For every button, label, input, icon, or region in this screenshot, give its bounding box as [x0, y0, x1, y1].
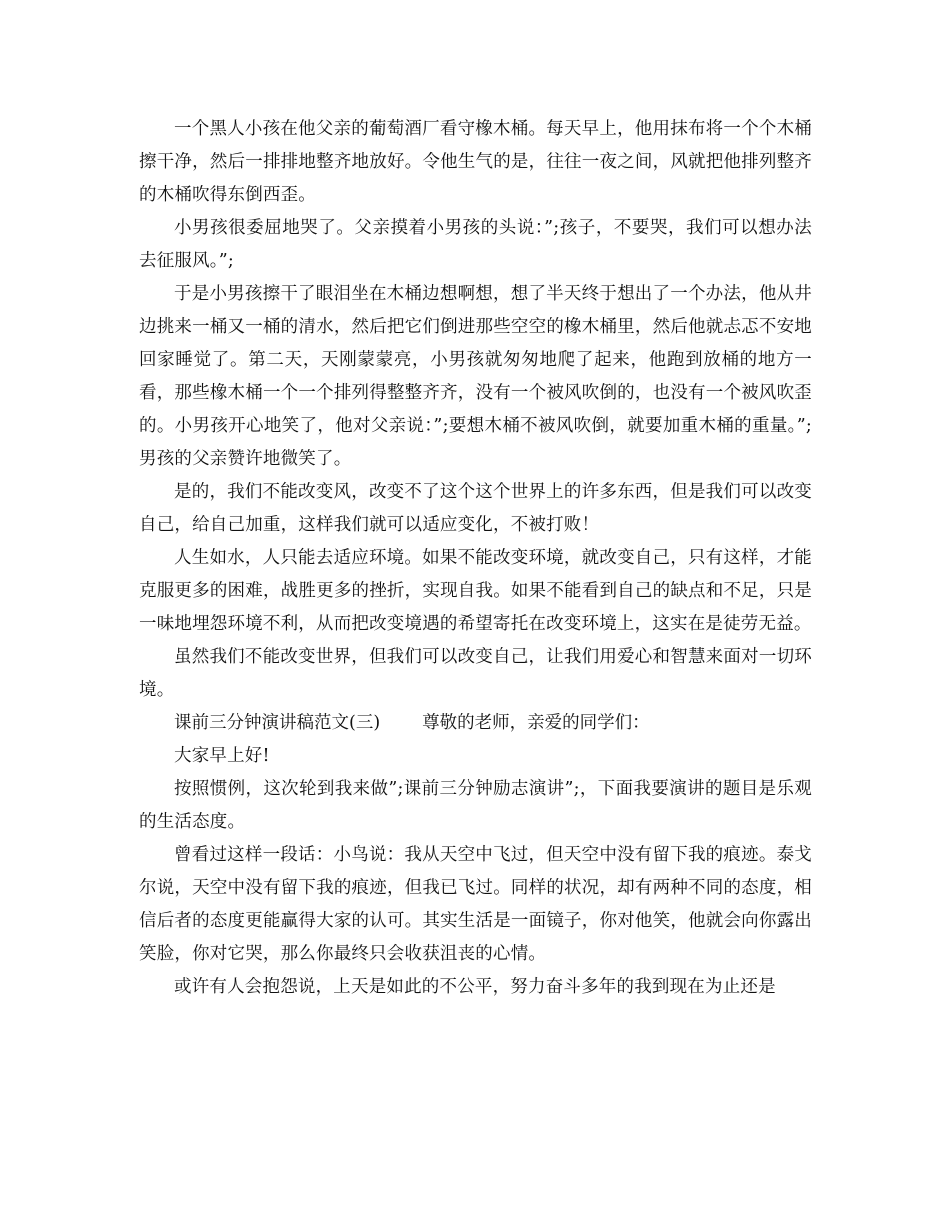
speech-heading — [139, 707, 812, 740]
speech-title: 课前三分钟演讲稿范文(三) — [174, 713, 381, 733]
paragraph-boy-solution: 于是小男孩擦干了眼泪坐在木桶边想啊想，想了半天终于想出了一个办法，他从井边挑来一桶又一桶的清水，然后把它们倒进那些空空的橡木桶里，然后他就忐忑不安地回家睡觉了。第二天，天刚蒙蒙亮，小男孩就匆匆地爬了起来，他跑到放桶的地方一看，那些橡木桶一个一个排列得整整齐齐，没有一个被风吹倒的，也没有一个被风吹歪的。小男孩开心地笑了，他对父亲说：”;要想木桶不被风吹倒，就要加重木桶的重量。”;男孩的父亲赞许地微笑了。 — [139, 284, 812, 469]
paragraph-face-environment: 虽然我们不能改变世界，但我们可以改变自己，让我们用爱心和智慧来面对一切环境。 — [139, 647, 812, 700]
paragraph-boy-cries: 小男孩很委屈地哭了。父亲摸着小男孩的头说：”;孩子，不要哭，我们可以想办法去征服风。”; — [139, 218, 812, 271]
paragraph-life-like-water: 人生如水，人只能去适应环境。如果不能改变环境，就改变自己，只有这样，才能克服更多的困难，战胜更多的挫折，实现自我。如果不能看到自己的缺点和不足，只是一味地埋怨环境不利，从而把改变境遇的希望寄托在改变环境上，这实在是徒劳无益。 — [139, 548, 812, 634]
paragraph-complaint: 或许有人会抱怨说，上天是如此的不公平，努力奋斗多年的我到现在为止还是 — [174, 977, 776, 997]
paragraph-barrel-story: 一个黑人小孩在他父亲的葡萄酒厂看守橡木桶。每天早上，他用抹布将一个个木桶擦干净，然后一排排地整齐地放好。令他生气的是，往往一夜之间，风就把他排列整齐的木桶吹得东倒西歪。 — [139, 119, 812, 205]
paragraph-change-self: 是的，我们不能改变风，改变不了这个这个世界上的许多东西，但是我们可以改变自己，给自己加重，这样我们就可以适应变化，不被打败！ — [139, 482, 812, 535]
paragraph-greeting: 大家早上好! — [174, 746, 270, 766]
document-page — [139, 113, 812, 1004]
speech-salutation: 尊敬的老师，亲爱的同学们： — [422, 713, 650, 733]
paragraph-bird-quote: 曾看过这样一段话：小鸟说：我从天空中飞过，但天空中没有留下我的痕迹。泰戈尔说，天空中没有留下我的痕迹，但我已飞过。同样的状况，却有两种不同的态度，相信后者的态度更能赢得大家的认可。其实生活是一面镜子，你对他笑，他就会向你露出笑脸，你对它哭，那么你最终只会收获沮丧的心情。 — [139, 845, 812, 964]
paragraph-speech-topic: 按照惯例，这次轮到我来做”;课前三分钟励志演讲”;，下面我要演讲的题目是乐观的生活态度。 — [139, 779, 812, 832]
